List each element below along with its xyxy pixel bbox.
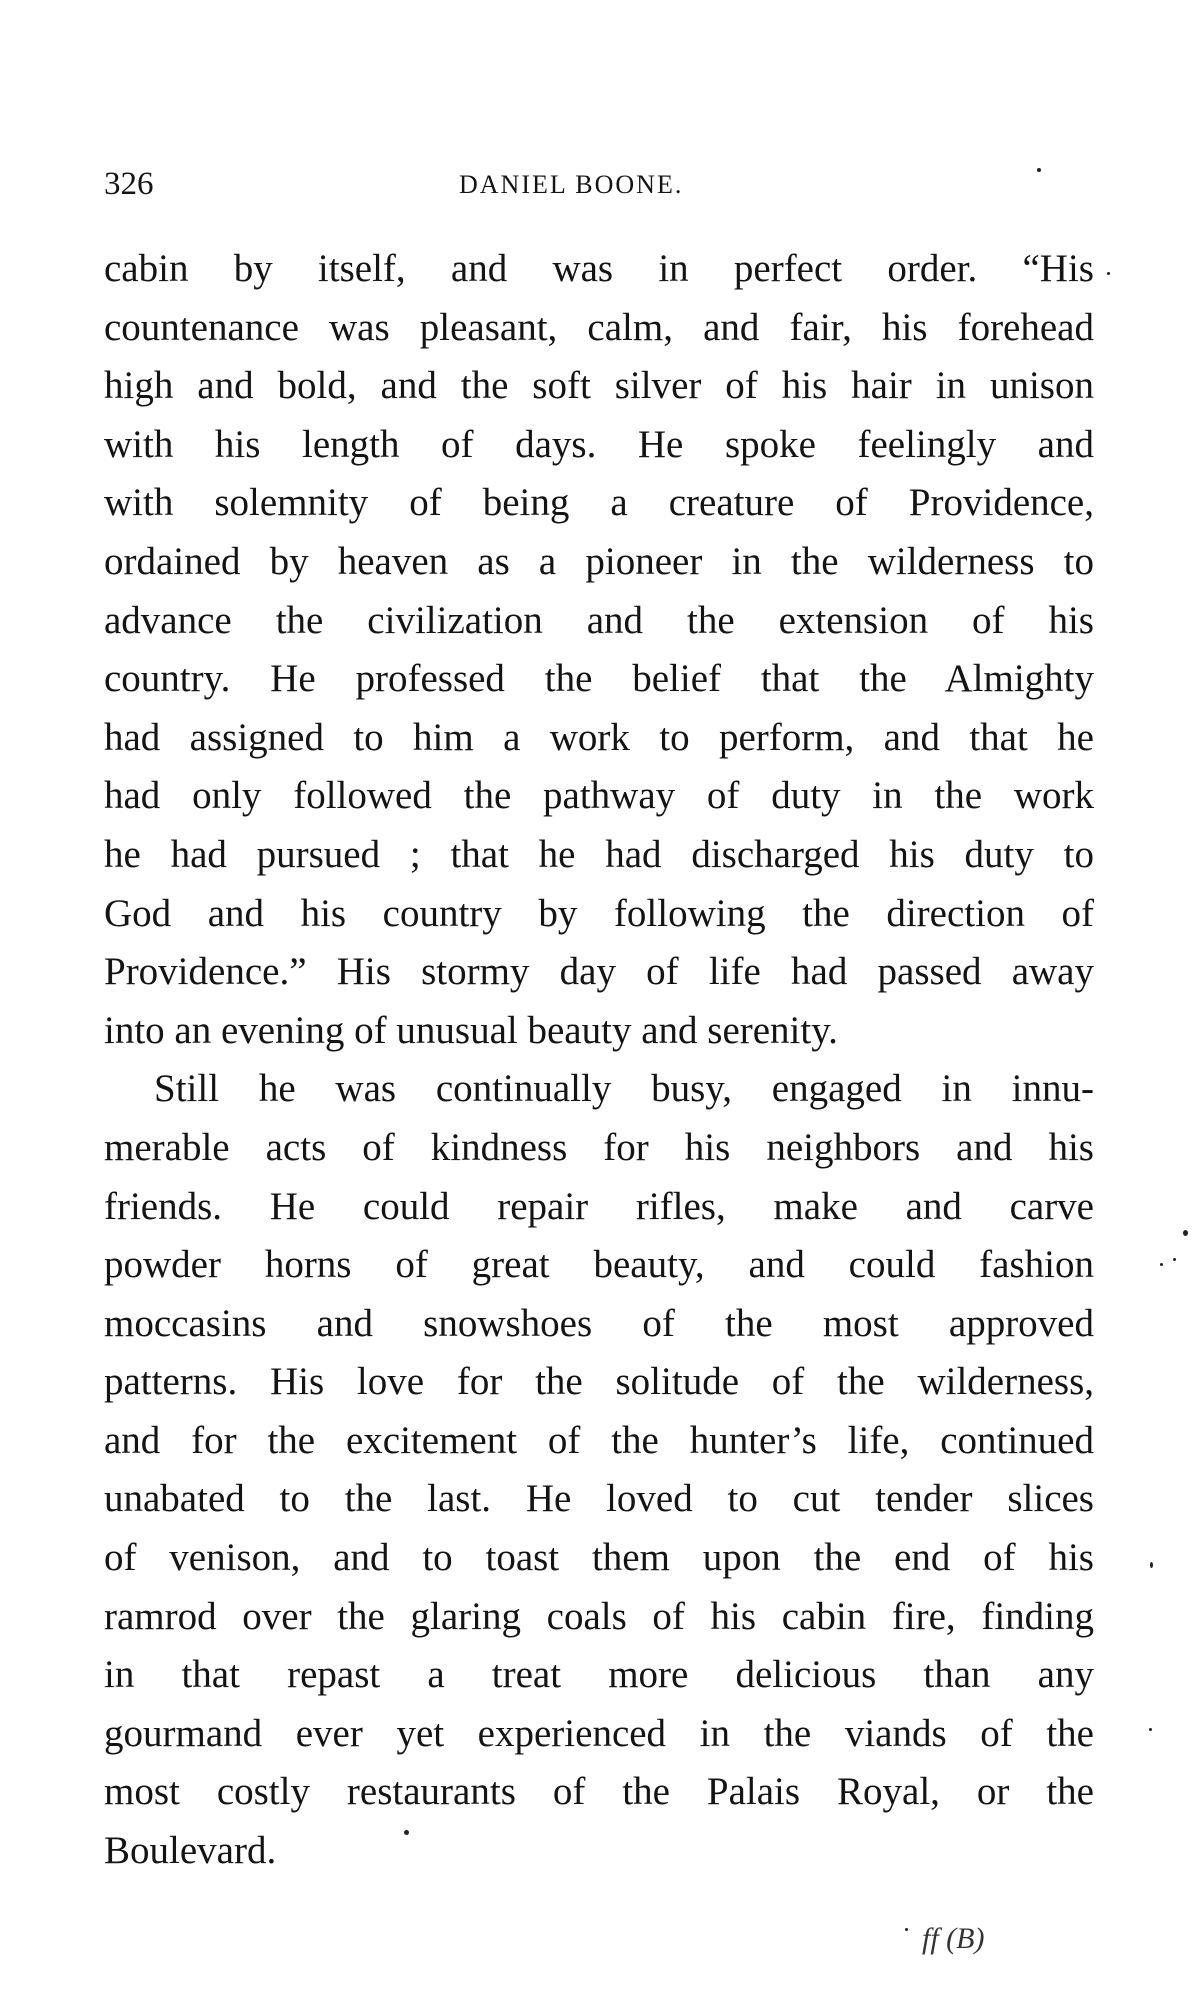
scan-speck bbox=[404, 1830, 409, 1835]
text-line: Still he was continually busy, engaged in innu- bbox=[154, 1067, 1094, 1111]
text-line: high and bold, and the soft silver of his hair in unison bbox=[104, 364, 1094, 408]
text-line: unabated to the last. He loved to cut tender slices bbox=[104, 1477, 1094, 1521]
paragraph bbox=[104, 240, 1094, 1060]
text-line: he had pursued ; that he had discharged his duty to bbox=[104, 832, 1094, 876]
scan-speck bbox=[1037, 168, 1041, 172]
text-line: Boulevard. bbox=[104, 1829, 277, 1873]
scan-speck bbox=[905, 1928, 908, 1931]
text-line: had only followed the pathway of duty in the work bbox=[104, 774, 1094, 818]
text-line: ramrod over the glaring coals of his cabin fire, finding bbox=[104, 1594, 1094, 1638]
text-line: friends. He could repair rifles, make and carve bbox=[104, 1184, 1094, 1228]
text-line: of venison, and to toast them upon the end of his bbox=[104, 1536, 1094, 1580]
scan-speck bbox=[1183, 1230, 1188, 1236]
text-line: country. He professed the belief that the Almighty bbox=[104, 657, 1094, 701]
text-line: most costly restaurants of the Palais Royal, or the bbox=[104, 1770, 1094, 1814]
page-header bbox=[104, 166, 1094, 210]
scan-speck bbox=[1107, 272, 1110, 275]
scan-speck bbox=[1173, 1258, 1176, 1261]
text-line: and for the excitement of the hunter’s life, continued bbox=[104, 1418, 1094, 1462]
text-line: gourmand ever yet experienced in the viands of the bbox=[104, 1711, 1094, 1755]
scan-speck bbox=[1160, 1263, 1163, 1266]
body-text bbox=[104, 240, 1094, 1881]
running-head: DANIEL BOONE. bbox=[459, 170, 684, 199]
text-line: into an evening of unusual beauty and serenity. bbox=[104, 1008, 838, 1052]
library-mark: ff (B) bbox=[922, 1922, 985, 1955]
scan-speck bbox=[1150, 1562, 1153, 1568]
text-line: cabin by itself, and was in perfect order. “His bbox=[104, 247, 1094, 290]
text-line: patterns. His love for the solitude of the wilderness, bbox=[104, 1360, 1094, 1404]
page-number: 326 bbox=[104, 166, 154, 202]
text-line: countenance was pleasant, calm, and fair, his forehead bbox=[104, 305, 1094, 349]
scan-speck bbox=[1149, 1728, 1152, 1731]
text-line: Providence.” His stormy day of life had passed away bbox=[104, 950, 1094, 994]
paragraph bbox=[104, 1060, 1094, 1880]
text-line: advance the civilization and the extension of his bbox=[104, 598, 1094, 642]
text-line: had assigned to him a work to perform, and that he bbox=[104, 715, 1094, 759]
text-line: merable acts of kindness for his neighbors and his bbox=[104, 1125, 1094, 1169]
text-line: moccasins and snowshoes of the most approved bbox=[104, 1301, 1094, 1345]
text-line: powder horns of great beauty, and could fashion bbox=[104, 1243, 1094, 1287]
text-line: ordained by heaven as a pioneer in the wilderness to bbox=[104, 539, 1094, 583]
text-line: in that repast a treat more delicious than any bbox=[104, 1653, 1094, 1697]
text-line: God and his country by following the direction of bbox=[104, 891, 1094, 935]
text-line: with solemnity of being a creature of Providence, bbox=[104, 481, 1094, 525]
text-line: with his length of days. He spoke feelingly and bbox=[104, 422, 1094, 466]
